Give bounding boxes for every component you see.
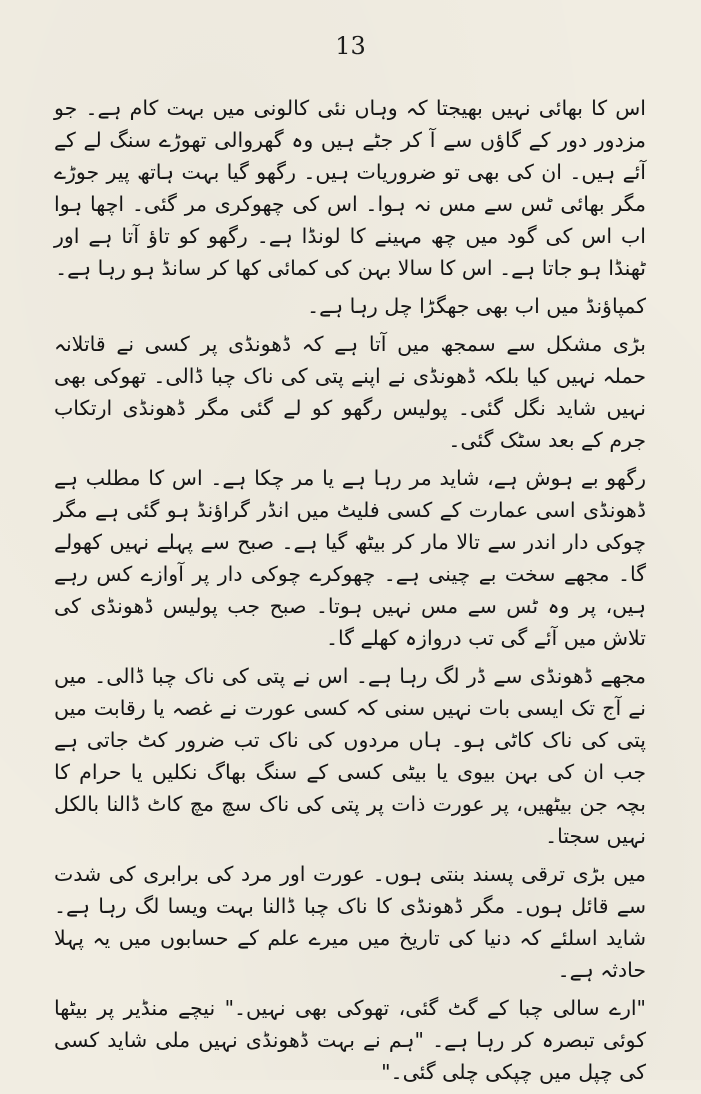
paragraph: بڑی مشکل سے سمجھ میں آتا ہے کہ ڈھونڈی پر کسی نے قاتلانہ حملہ نہیں کیا بلکہ ڈھونڈی نے اپنے پتی کی ناک چبا ڈالی۔ تھوکی بھی نہیں شاید نگل گئی۔ پولیس رگھو کو لے گئی مگر ڈھونڈی ارتکاب جرم کے بعد سٹک گئی۔	[54, 332, 646, 452]
paragraph: کمپاؤنڈ میں اب بھی جھگڑا چل رہا ہے۔	[307, 294, 646, 318]
body-text	[54, 92, 646, 1094]
paragraph: میں بڑی ترقی پسند بنتی ہوں۔ عورت اور مرد کی برابری کی شدت سے قائل ہوں۔ مگر ڈھونڈی کا ناک چبا ڈالنا بہت ویسا لگ رہا ہے۔ شاید اسلئے کہ دنیا کی تاریخ میں میرے علم کے حسابوں میں یہ پہلا حادثہ ہے۔	[54, 862, 646, 982]
paragraph: اس کا بھائی نہیں بھیجتا کہ وہاں نئی کالونی میں بہت کام ہے۔ جو مزدور دور کے گاؤں سے آ کر جٹے ہیں وہ گھروالی تھوڑے سنگ لے کے آئے ہیں۔ ان کی بھی تو ضروریات ہیں۔ رگھو گیا بہت ہاتھ پیر جوڑے مگر بھائی ٹس سے مس نہ ہوا۔ اس کی چھوکری مر گئی۔ اچھا ہوا اب اس کی گود میں چھ مہینے کا لونڈا ہے۔ رگھو کو تاؤ آتا ہے اور ٹھنڈا ہو جاتا ہے۔ اس کا سالا بہن کی کمائی کھا کر سانڈ ہو رہا ہے۔	[54, 96, 646, 280]
paragraph: رگھو بے ہوش ہے، شاید مر رہا ہے یا مر چکا ہے۔ اس کا مطلب ہے ڈھونڈی اسی عمارت کے کسی فلیٹ میں انڈر گراؤنڈ ہو گئی ہے مگر چوکی دار اندر سے تالا مار کر بیٹھ گیا ہے۔ صبح سے پہلے نہیں کھولے گا۔ مجھے سخت بے چینی ہے۔ چھوکرے چوکی دار پر آوازے کس رہے ہیں، پر وہ ٹس سے مس نہیں ہوتا۔ صبح جب پولیس ڈھونڈی کی تلاش میں آئے گی تب دروازہ کھلے گا۔	[54, 466, 646, 650]
page-number: 13	[335, 32, 366, 60]
paragraph: "ارے سالی چبا کے گٹ گئی، تھوکی بھی نہیں۔" نیچے منڈیر پر بیٹھا کوئی تبصرہ کر رہا ہے۔ "ہم نے بہت ڈھونڈی نہیں ملی شاید کسی کی چپل میں چپکی چلی گئی۔"	[54, 996, 646, 1084]
paragraph: مجھے ڈھونڈی سے ڈر لگ رہا ہے۔ اس نے پتی کی ناک چبا ڈالی۔ میں نے آج تک ایسی بات نہیں سنی کہ کسی عورت نے غصہ یا رقابت میں پتی کی ناک کاٹی ہو۔ ہاں مردوں کی ناک تب ضرور کٹ جاتی ہے جب ان کی بہن بیوی یا بیٹی کسی کے سنگ بھاگ نکلیں یا حرام کا بچہ جن بیٹھیں، پر عورت ذات پر پتی کی ناک سچ مچ کاٹ ڈالنا بالکل نہیں سجتا۔	[54, 664, 646, 848]
